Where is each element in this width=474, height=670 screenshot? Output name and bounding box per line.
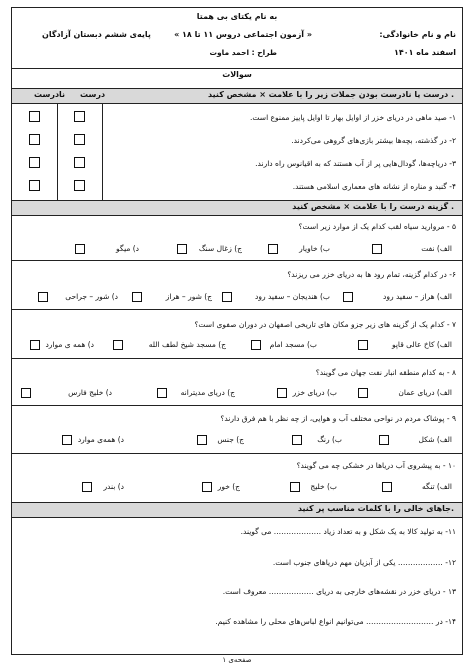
q6-option-b: ب) هندیجان – سفید رود [254, 292, 330, 301]
section3-title: جاهای خالی را با کلمات مناسب پر کنید. [297, 504, 454, 513]
q10-option-d-box[interactable] [82, 482, 92, 492]
mc-question-6: ۶- در کدام گزینه، تمام رود ها به دریای خزر می ریزند؟ [287, 270, 456, 279]
q9-option-b: ب) رنگ [317, 435, 342, 444]
q10-option-a-box[interactable] [382, 482, 392, 492]
designer-name: طراح : احمد ماوت [209, 48, 277, 57]
q7-option-a-box[interactable] [358, 340, 368, 350]
fill-blank-11: ۱۱- به تولید کالا به یک شکل و به تعداد زیاد ………………. می گویند. [240, 527, 456, 536]
q9-option-a-box[interactable] [379, 435, 389, 445]
checkbox-true-4[interactable] [74, 180, 85, 191]
separator [12, 260, 462, 261]
mc-question-7: ۷ - کدام یک از گزینه های زیر جزو مکان های تاریخی اصفهان در دوران صفوی است؟ [194, 320, 456, 329]
q10-option-b: ب) خلیج [310, 482, 337, 491]
q7-option-b-box[interactable] [251, 340, 261, 350]
q9-option-a: الف) شکل [418, 435, 452, 444]
q8-option-b-box[interactable] [277, 388, 287, 398]
mc-question-8: ۸ - به کدام منطقه انبار نفت جهان می گویند؟ [315, 368, 456, 377]
page-number: صفحه‌ی ۱ [222, 656, 252, 664]
separator [12, 309, 462, 310]
q7-option-c-box[interactable] [113, 340, 123, 350]
q7-option-b: ب) مسجد امام [269, 340, 317, 349]
col-false-label: نادرست [34, 90, 66, 99]
tf-question-4: ۴- گنبد و مناره از نشانه های معماری اسلامی هستند. [292, 182, 456, 191]
header-title: به نام یکتای بی همتا [196, 12, 278, 21]
separator [12, 358, 462, 359]
q7-option-c: ج) مسجد شیخ لطف الله [148, 340, 226, 349]
student-name-label: نام و نام خانوادگی: [379, 30, 456, 39]
q10-option-b-box[interactable] [290, 482, 300, 492]
q7-option-d-box[interactable] [30, 340, 40, 350]
q7-option-a: الف) کاخ عالی قاپو [391, 340, 452, 349]
tf-question-3: ۳- دریاچه‌ها، گودال‌هایی پر از آب هستند که به اقیانوس راه دارند. [255, 159, 456, 168]
separator [12, 405, 462, 406]
q6-option-d-box[interactable] [38, 292, 48, 302]
true-false-area [12, 103, 462, 200]
q5-option-d-box[interactable] [75, 244, 85, 254]
q5-option-b: ب) خاویار [299, 244, 330, 253]
q8-option-d: د) خلیج فارس [68, 388, 112, 397]
q5-option-c: ج) زغال سنگ [198, 244, 242, 253]
fill-blank-12: ۱۲- ……………… یکی از آبزیان مهم دریاهای جنوب است. [272, 558, 456, 567]
q5-option-c-box[interactable] [177, 244, 187, 254]
q6-option-a-box[interactable] [343, 292, 353, 302]
col-true-label: درست [80, 90, 106, 99]
checkbox-true-1[interactable] [74, 111, 85, 122]
section2-header [12, 200, 462, 216]
fill-blank-13: ۱۳ - دریای خزر در نقشه‌های خارجی به دریای ……………… معروف است. [222, 587, 456, 596]
tf-question-2: ۲- در گذشته، بچه‌ها بیشتر بازی‌های گروهی می‌کردند. [291, 136, 456, 145]
tf-question-1: ۱- صید ماهی در دریای خزر از اوایل بهار تا اوایل پاییز ممنوع است. [250, 113, 456, 122]
q7-option-d: د) همه ی موارد [45, 340, 94, 349]
q10-option-c: ج) خور [217, 482, 240, 491]
q8-option-c: ج) دریای مدیترانه [180, 388, 235, 397]
mc-question-9: ۹ - پوشاک مردم در نواحی مختلف آب و هوایی، از چه نظر با هم فرق دارند؟ [220, 414, 456, 423]
q9-option-c-box[interactable] [197, 435, 207, 445]
exam-header [12, 8, 462, 69]
section2-title: گزینه درست را با علامت × مشخص کنید . [292, 202, 454, 211]
q6-option-c: ج) شور – هراز [165, 292, 212, 301]
q9-option-c: ج) جنس [217, 435, 244, 444]
q8-option-d-box[interactable] [21, 388, 31, 398]
q5-option-d: د) میگو [116, 244, 139, 253]
q5-option-a: الف) نفت [421, 244, 452, 253]
q6-option-a: الف) هراز – سفید رود [382, 292, 452, 301]
mc-question-10: ۱۰ - به پیشروی آب دریاها در خشکی چه می گویند؟ [296, 461, 456, 470]
q6-option-d: د) شور – جراحی [65, 292, 118, 301]
q8-option-a-box[interactable] [358, 388, 368, 398]
q6-option-c-box[interactable] [132, 292, 142, 302]
checkbox-true-2[interactable] [74, 134, 85, 145]
separator [12, 453, 462, 454]
checkbox-false-1[interactable] [29, 111, 40, 122]
fill-blank-14: ۱۴- در ……………………… می‌توانیم انواع لباس‌های محلی را مشاهده کنیم. [215, 617, 456, 626]
q9-option-d-box[interactable] [62, 435, 72, 445]
checkbox-true-3[interactable] [74, 157, 85, 168]
q6-option-b-box[interactable] [222, 292, 232, 302]
mc-question-5: ۵ - مروارید سیاه لقب کدام یک از موارد زیر است؟ [298, 222, 456, 231]
q8-option-c-box[interactable] [157, 388, 167, 398]
school-grade: پایه‌ی ششم دبستان آزادگان [42, 30, 151, 39]
q10-option-c-box[interactable] [202, 482, 212, 492]
exam-title: « آزمون اجتماعی دروس ۱۱ تا ۱۸ » [174, 30, 312, 39]
exam-page [11, 7, 463, 655]
col-divider [57, 103, 58, 200]
q9-option-b-box[interactable] [292, 435, 302, 445]
questions-heading: سوالات [222, 70, 252, 79]
q5-option-b-box[interactable] [268, 244, 278, 254]
q8-option-b: ب) دریای خزر [292, 388, 337, 397]
q9-option-d: د) همه‌ی موارد [77, 435, 124, 444]
q10-option-d: د) بندر [103, 482, 124, 491]
section1-header [12, 88, 462, 104]
section3-header [12, 502, 462, 518]
checkbox-false-4[interactable] [29, 180, 40, 191]
checkbox-false-2[interactable] [29, 134, 40, 145]
checkbox-false-3[interactable] [29, 157, 40, 168]
q5-option-a-box[interactable] [372, 244, 382, 254]
q8-option-a: الف) دریای عمان [398, 388, 452, 397]
exam-date: اسفند ماه ۱۴۰۱ [393, 48, 456, 57]
col-divider [102, 103, 103, 200]
q10-option-a: الف) تنگه [422, 482, 452, 491]
section1-title: درست یا نادرست بودن جملات زیر را با علامت × مشخص کنید . [208, 90, 454, 99]
